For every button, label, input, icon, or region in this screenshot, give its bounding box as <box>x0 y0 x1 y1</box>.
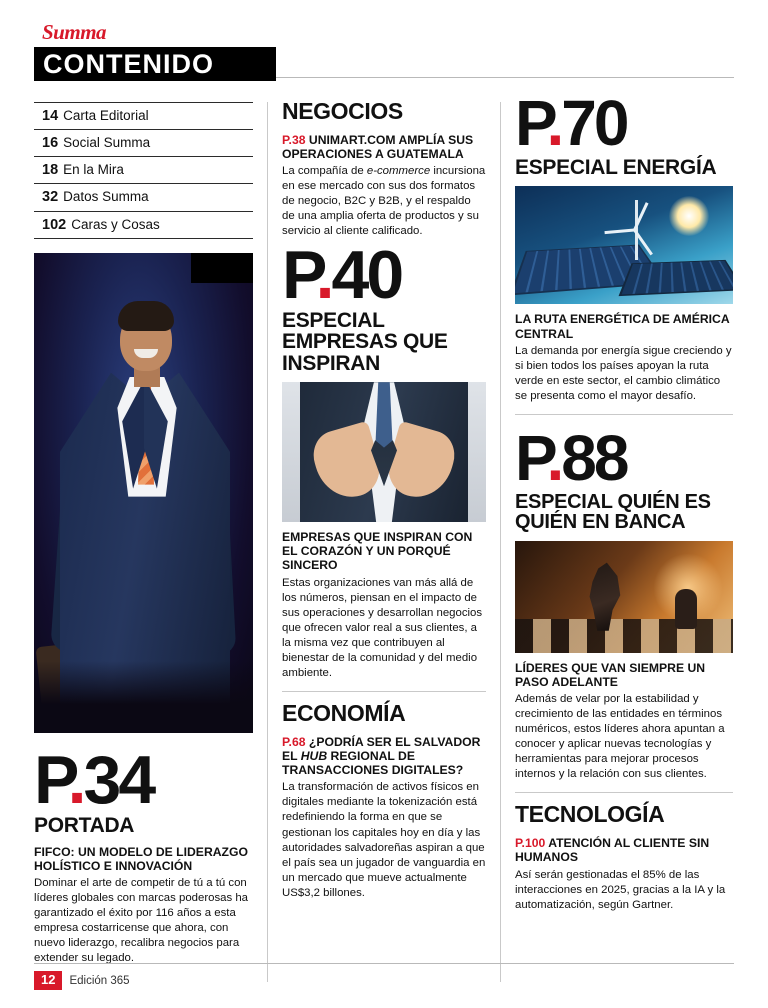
empresas-body: Estas organizaciones van más allá de los números, piensan en el impacto de sus operaciones y desarrollan negocios que ofrecen valor real a sus clientes, a la misma vez que contribuyen al bienestar de la comunidad y del medio ambiente. <box>282 576 483 679</box>
divider <box>282 691 486 692</box>
folio-number: 12 <box>34 971 62 990</box>
cover-headline: FIFCO: UN MODELO DE LIDERAZGO HOLÍSTICO E INNOVACIÓN <box>34 844 248 873</box>
toc-label: Social Summa <box>63 135 151 151</box>
empresas-kicker: ESPECIAL EMPRESAS QUE INSPIRAN <box>282 308 448 375</box>
photo-black-bar <box>191 253 253 283</box>
toc-page: 16 <box>42 135 59 152</box>
economia-headline-post: REGIONAL DE TRANSACCIONES DIGITALES? <box>282 749 464 778</box>
toc-label: Caras y Cosas <box>71 216 160 232</box>
masthead <box>34 22 734 88</box>
page-title: CONTENIDO <box>43 48 214 79</box>
toc-label: Carta Editorial <box>63 108 149 123</box>
brand-logo: Summa <box>42 20 107 44</box>
cover-portrait-photo <box>34 253 253 733</box>
page-number-value: 40 <box>331 236 402 313</box>
page-number-dot: . <box>315 236 332 313</box>
page-number-prefix: P <box>282 236 316 313</box>
energia-page-number <box>515 87 733 159</box>
divider <box>515 414 733 415</box>
page-number-value: 70 <box>561 87 627 159</box>
table-of-contents <box>34 102 253 239</box>
cover-page-number <box>34 741 253 818</box>
toc-label: En la Mira <box>63 162 124 178</box>
tecnologia-headline <box>515 836 733 864</box>
section-heading-negocios: NEGOCIOS <box>282 98 403 124</box>
hair-shape <box>118 301 174 331</box>
toc-page: 32 <box>42 189 59 206</box>
negocios-body <box>282 164 486 239</box>
list-item[interactable] <box>34 103 253 130</box>
list-item[interactable] <box>34 184 253 211</box>
economia-headline-emphasis: HUB <box>300 749 328 764</box>
toc-page: 102 <box>42 216 67 233</box>
tecnologia-body: Así serán gestionadas el 85% de las interacciones en 2025, gracias a la IA y la automatización, según Gartner. <box>515 868 726 911</box>
energia-body: La demanda por energía sigue creciendo y si bien todos los países apoyan la ruta verde en este sector, el cambio climático se presenta como el mayor desafío. <box>515 344 732 402</box>
three-column-layout <box>34 87 734 982</box>
negocios-body-post: incursiona en ese mercado con sus dos formatos de negocio, B2C y B2B, y el respaldo de una amplia oferta de productos y su servicio al cliente calificado. <box>282 165 486 238</box>
divider <box>515 792 733 793</box>
section-heading-economia: ECONOMÍA <box>282 699 406 726</box>
column-right <box>500 87 733 982</box>
chessboard-shape <box>515 619 733 653</box>
cover-body: Dominar el arte de competir de tú a tú con líderes globales con marcas poderosas ha garantizado el éxito por 116 años a esta empresa costarricense que ahora, con nuevo liderazgo, recalibra negocios para extender su legado. <box>34 876 249 965</box>
page-number-prefix: P <box>34 741 68 818</box>
economia-headline <box>282 735 486 777</box>
toc-page: 18 <box>42 162 59 179</box>
toc-page: 14 <box>42 108 59 124</box>
hands-heart-photo <box>282 382 486 522</box>
turbine-blade-shape <box>604 229 634 235</box>
tecnologia-page-ref: P.100 <box>515 836 546 851</box>
list-item[interactable] <box>34 212 253 239</box>
edition-label: Edición 365 <box>69 974 130 987</box>
economia-headline-pre: ¿PODRÍA SER EL SALVADOR EL <box>282 734 481 764</box>
cover-kicker: PORTADA <box>34 814 135 838</box>
masthead-divider <box>276 77 734 78</box>
pawn-piece-shape <box>675 589 697 629</box>
empresas-page-number <box>282 236 486 313</box>
page-number-value: 34 <box>83 741 154 818</box>
photo-vignette <box>34 661 253 733</box>
page-number-dot: . <box>546 421 562 494</box>
empresas-headline: EMPRESAS QUE INSPIRAN CON EL CORAZÓN Y UN PORQUÉ SINCERO <box>282 530 473 573</box>
negocios-headline-text: UNIMART.COM AMPLÍA SUS OPERACIONES A GUATEMALA <box>282 133 474 162</box>
energia-kicker: ESPECIAL ENERGÍA <box>515 156 717 180</box>
economia-page-ref: P.68 <box>282 734 306 749</box>
banca-page-number <box>515 421 733 494</box>
page-number-value: 88 <box>561 421 627 494</box>
list-item[interactable] <box>34 130 253 157</box>
energia-headline: LA RUTA ENERGÉTICA DE AMÉRICA CENTRAL <box>515 312 730 341</box>
banca-kicker: ESPECIAL QUIÉN ES QUIÉN EN BANCA <box>515 490 711 534</box>
sun-glow-shape <box>669 196 709 236</box>
economia-body: La transformación de activos físicos en digitales mediante la tokenización está redefiniendo la forma en que se gestionan los capitales hoy en día y las autoridades salvadoreñas aspiran a que el país sea un jugador de vanguardia en un mercado que mueve actualmente US$3,2 billones. <box>282 781 486 899</box>
negocios-body-emphasis: e-commerce <box>366 165 431 178</box>
column-left <box>34 102 267 982</box>
chess-knight-photo <box>515 541 733 653</box>
column-center <box>267 98 500 982</box>
page-number-prefix: P <box>515 421 547 494</box>
page-number-dot: . <box>546 87 562 159</box>
negocios-page-ref: P.38 <box>282 133 306 147</box>
banca-headline: LÍDERES QUE VAN SIEMPRE UN PASO ADELANTE <box>515 660 706 689</box>
page-footer <box>34 963 734 990</box>
page-number-dot: . <box>67 741 84 818</box>
banca-body: Además de velar por la estabilidad y crecimiento de las entidades en términos numéricos, estos líderes ahora apuntan a conocer y aplicar nuevas tecnologías y herramientas para mejorar procesos internos y la relación con sus clientes. <box>515 693 725 781</box>
page-number-prefix: P <box>515 87 547 159</box>
contenido-banner <box>34 47 276 81</box>
toc-label: Datos Summa <box>63 189 149 205</box>
list-item[interactable] <box>34 157 253 184</box>
solar-panels-photo <box>515 186 733 304</box>
negocios-body-pre: La compañía de <box>282 165 367 178</box>
negocios-headline <box>282 133 486 161</box>
section-heading-tecnologia: TECNOLOGÍA <box>515 801 665 828</box>
solar-panel-shape-2 <box>619 260 733 296</box>
tecnologia-headline-text: ATENCIÓN AL CLIENTE SIN HUMANOS <box>515 836 710 865</box>
